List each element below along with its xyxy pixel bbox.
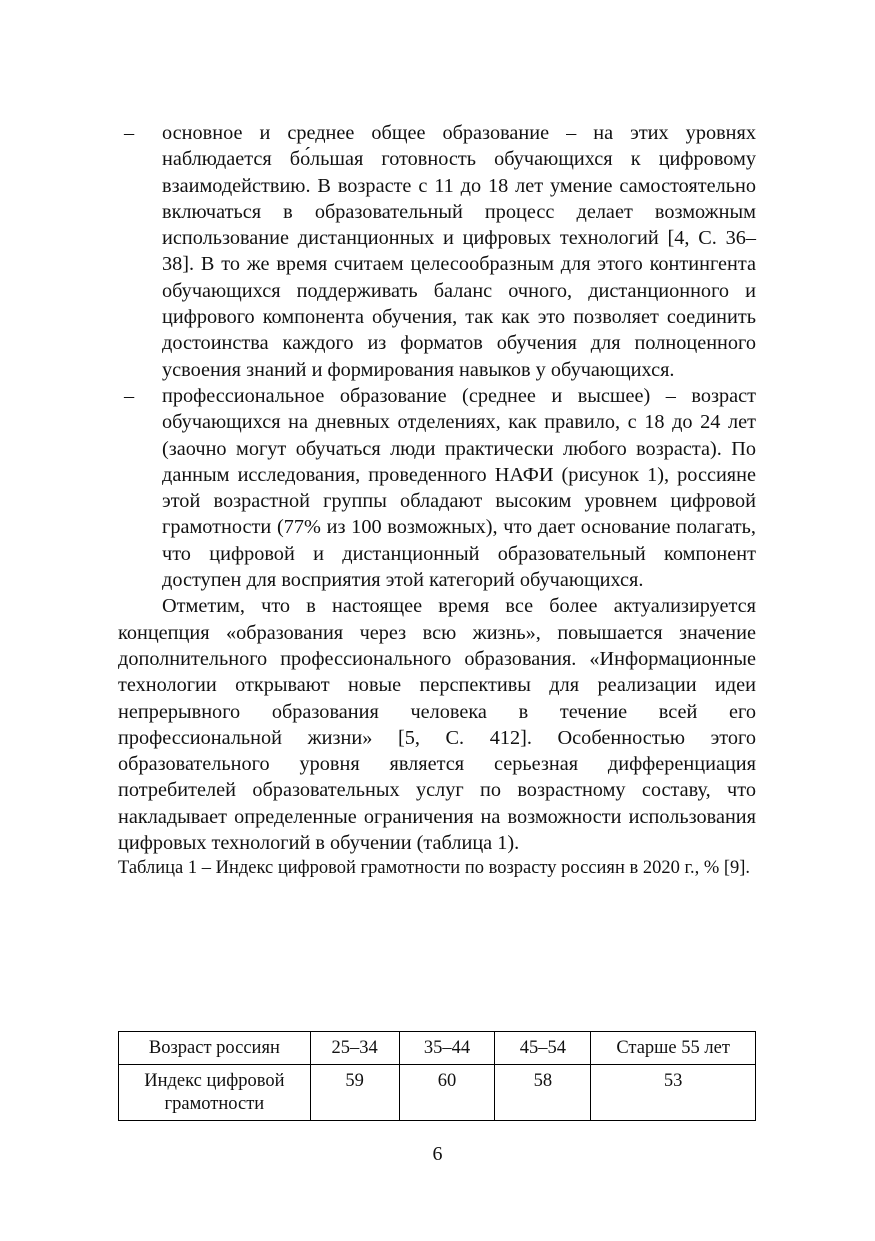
bullet-marker: – (124, 384, 135, 407)
table-cell: 58 (495, 1065, 591, 1121)
table-cell: Старше 55 лет (591, 1032, 756, 1065)
bullet-marker: – (124, 122, 135, 144)
data-table (118, 1031, 756, 1121)
table-cell: Возраст россиян (119, 1032, 311, 1065)
table-cell: 60 (399, 1065, 495, 1121)
bullet-text: основное и среднее общее образование – на этих уровнях наблюдается бо́льшая готовность обучающихся к цифровому взаимодействию. В возрасте с 11 до 18 лет умение самостоятельно включаться в образовательный процесс делает возможным использование дистанционных и цифровых технологий [4, С. 36–38]. В то же время считаем целесообразным для этого контингента обучающихся поддерживать баланс очного, дистанционного и цифрового компонента обучения, так как это позволяет соединить достоинства каждого из форматов обучения для полноценного усвоения знаний и формирования навыков у обучающихся. (162, 122, 756, 381)
list-item (118, 120, 756, 383)
table-caption: Таблица 1 – Индекс цифровой грамотности по возрасту россиян в 2020 г., % [9]. (118, 858, 751, 879)
document-body (118, 120, 756, 880)
page-number: 6 (432, 1143, 443, 1165)
list-item (118, 383, 756, 593)
bullet-text: профессиональное образование (среднее и высшее) – возраст обучающихся на дневных отделениях, как правило, с 18 до 24 лет (заочно могут обучаться люди практически любого возраста). По данным исследования, проведенного НАФИ (рисунок 1), россияне этой возрастной группы обладают высоким уровнем цифровой грамотности (77% из 100 возможных), что дает основание полагать, что цифровой и дистанционный образовательный компонент доступен для восприятия этой категорий обучающихся. (162, 384, 756, 592)
table-cell: 59 (310, 1065, 399, 1121)
body-paragraph: Отметим, что в настоящее время все более актуализируется концепция «образования через всю жизнь», повышается значение дополнительного профессионального образования. «Информационные технологии открывают новые перспективы для реализации идеи непрерывного образования человека в течение всей его профессиональной жизни» [5, С. 412]. Особенностью этого образовательного уровня является серьезная дифференциация потребителей образовательных услуг по возрастному составу, что накладывает определенные ограничения на возможности использования цифровых технологий в обучении (таблица 1). (118, 595, 756, 855)
table-cell: Индекс цифровой грамотности (119, 1065, 311, 1121)
table-row (119, 1065, 756, 1121)
table-cell: 35–44 (399, 1032, 495, 1065)
table-header-row (119, 1032, 756, 1065)
table-cell: 45–54 (495, 1032, 591, 1065)
table-cell: 25–34 (310, 1032, 399, 1065)
table-cell: 53 (591, 1065, 756, 1121)
